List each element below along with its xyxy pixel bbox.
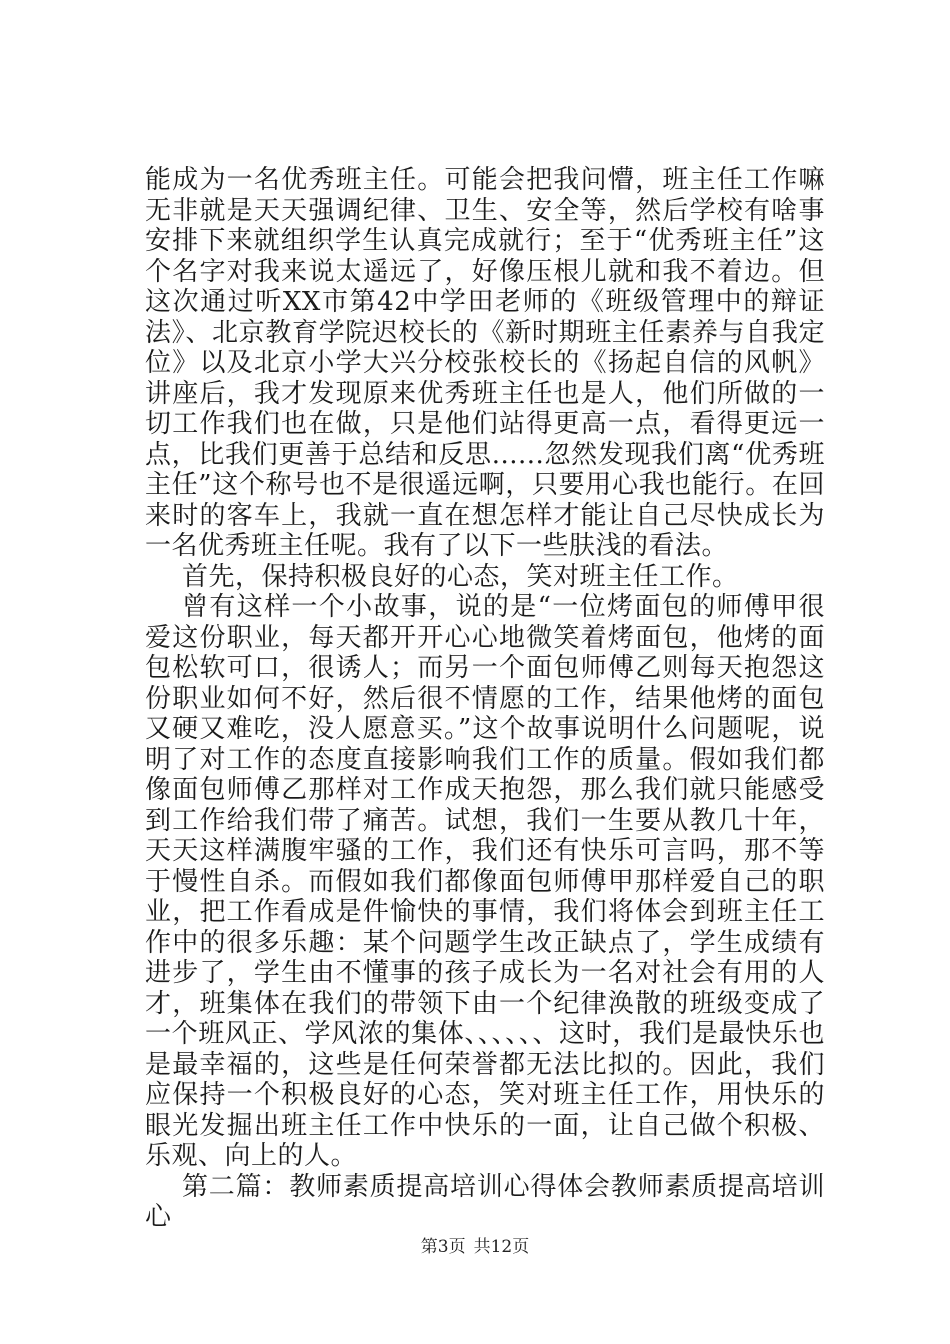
document-body <box>145 165 825 1233</box>
paragraph-story: 曾有这样一个小故事，说的是“一位烤面包的师傅甲很爱这份职业，每天都开开心心地微笑着烤面包，他烤的面包松软可口，很诱人；而另一个面包师傅乙则每天抱怨这份职业如何不好，然后很不情愿的工作，结果他烤的面包又硬又难吃，没人愿意买。”这个故事说明什么问题呢，说明了对工作的态度直接影响我们工作的质量。假如我们都像面包师傅乙那样对工作成天抱怨，那么我们就只能感受到工作给我们带了痛苦。试想，我们一生要从教几十年，天天这样满腹牢骚的工作，我们还有快乐可言吗，那不等于慢性自杀。而假如我们都像面包师傅甲那样爱自己的职业，把工作看成是件愉快的事情，我们将体会到班主任工作中的很多乐趣：某个问题学生改正缺点了，学生成绩有进步了，学生由不懂事的孩子成长为一名对社会有用的人才，班集体在我们的带领下由一个纪律涣散的班级变成了一个班风正、学风浓的集体、、、、、、这时，我们是最快乐也是最幸福的，这些是任何荣誉都无法比拟的。因此，我们应保持一个积极良好的心态，笑对班主任工作，用快乐的眼光发掘出班主任工作中快乐的一面，让自己做个积极、乐观、向上的人。 <box>145 592 825 1171</box>
page-total: 共12页 <box>473 1237 530 1257</box>
paragraph-continuation: 能成为一名优秀班主任。可能会把我问懵，班主任工作嘛无非就是天天强调纪律、卫生、安全等，然后学校有啥事安排下来就组织学生认真完成就行；至于“优秀班主任”这个名字对我来说太遥远了，好像压根儿就和我不着边。但这次通过听XX市第42中学田老师的《班级管理中的辩证法》、北京教育学院迟校长的《新时期班主任素养与自我定位》以及北京小学大兴分校张校长的《扬起自信的风帆》讲座后，我才发现原来优秀班主任也是人，他们所做的一切工作我们也在做，只是他们站得更高一点，看得更远一点，比我们更善于总结和反思......忽然发现我们离“优秀班主任”这个称号也不是很遥远啊，只要用心我也能行。在回来时的客车上，我就一直在想怎样才能让自己尽快成长为一名优秀班主任呢。我有了以下一些肤浅的看法。 <box>145 165 825 561</box>
paragraph-section-heading: 首先，保持积极良好的心态，笑对班主任工作。 <box>182 561 739 592</box>
paragraph-next-article: 第二篇：教师素质提高培训心得体会教师素质提高培训心 <box>145 1171 825 1232</box>
page-footer <box>0 1237 950 1257</box>
page-number: 第3页 <box>420 1237 466 1257</box>
